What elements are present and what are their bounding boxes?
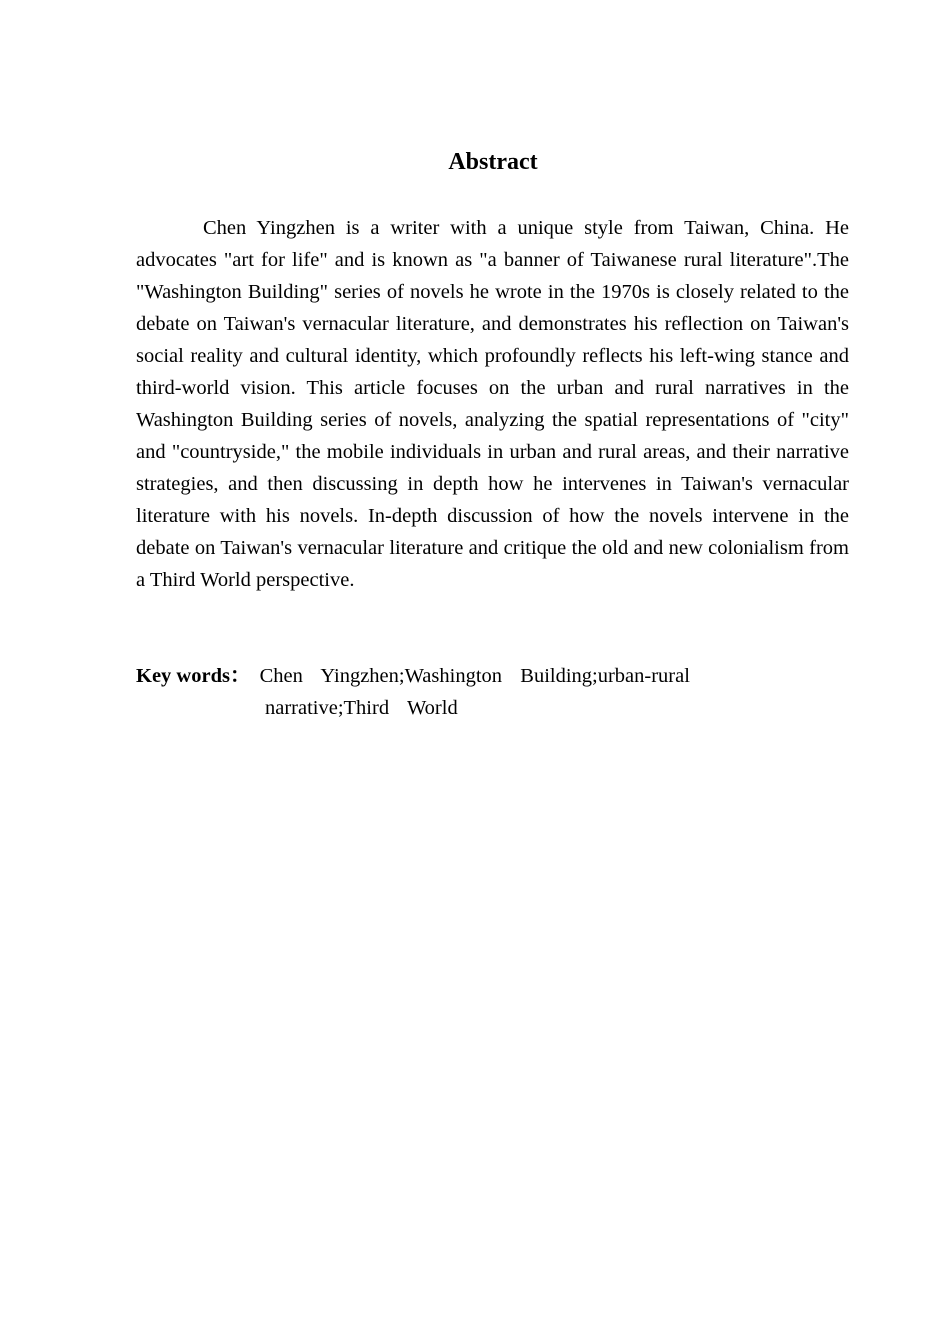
keywords-value-2: narrative;Third World xyxy=(265,697,458,719)
keywords-section xyxy=(136,660,849,724)
keywords-line-2 xyxy=(136,692,849,724)
keywords-value-1: Chen Yingzhen;Washington Building;urban-rural xyxy=(250,665,690,687)
abstract-body: Chen Yingzhen is a writer with a unique style from Taiwan, China. He advocates "art for life" and is known as "a banner of Taiwanese rural literature".The "Washington Building" series of novels he wrote in the 1970s is closely related to the debate on Taiwan's vernacular literature, and demonstrates his reflection on Taiwan's social reality and cultural identity, which profoundly reflects his left-wing stance and third-world vision. This article focuses on the urban and rural narratives in the Washington Building series of novels, analyzing the spatial representations of "city" and "countryside," the mobile individuals in urban and rural areas, and their narrative strategies, and then discussing in depth how he intervenes in Taiwan's vernacular literature with his novels. In-depth discussion of how the novels intervene in the debate on Taiwan's vernacular literature and critique the old and new colonialism from a Third World perspective. xyxy=(136,217,849,591)
keywords-label: Key words： xyxy=(136,665,251,687)
keywords-line-1 xyxy=(136,660,849,692)
abstract-title: Abstract xyxy=(448,149,538,175)
